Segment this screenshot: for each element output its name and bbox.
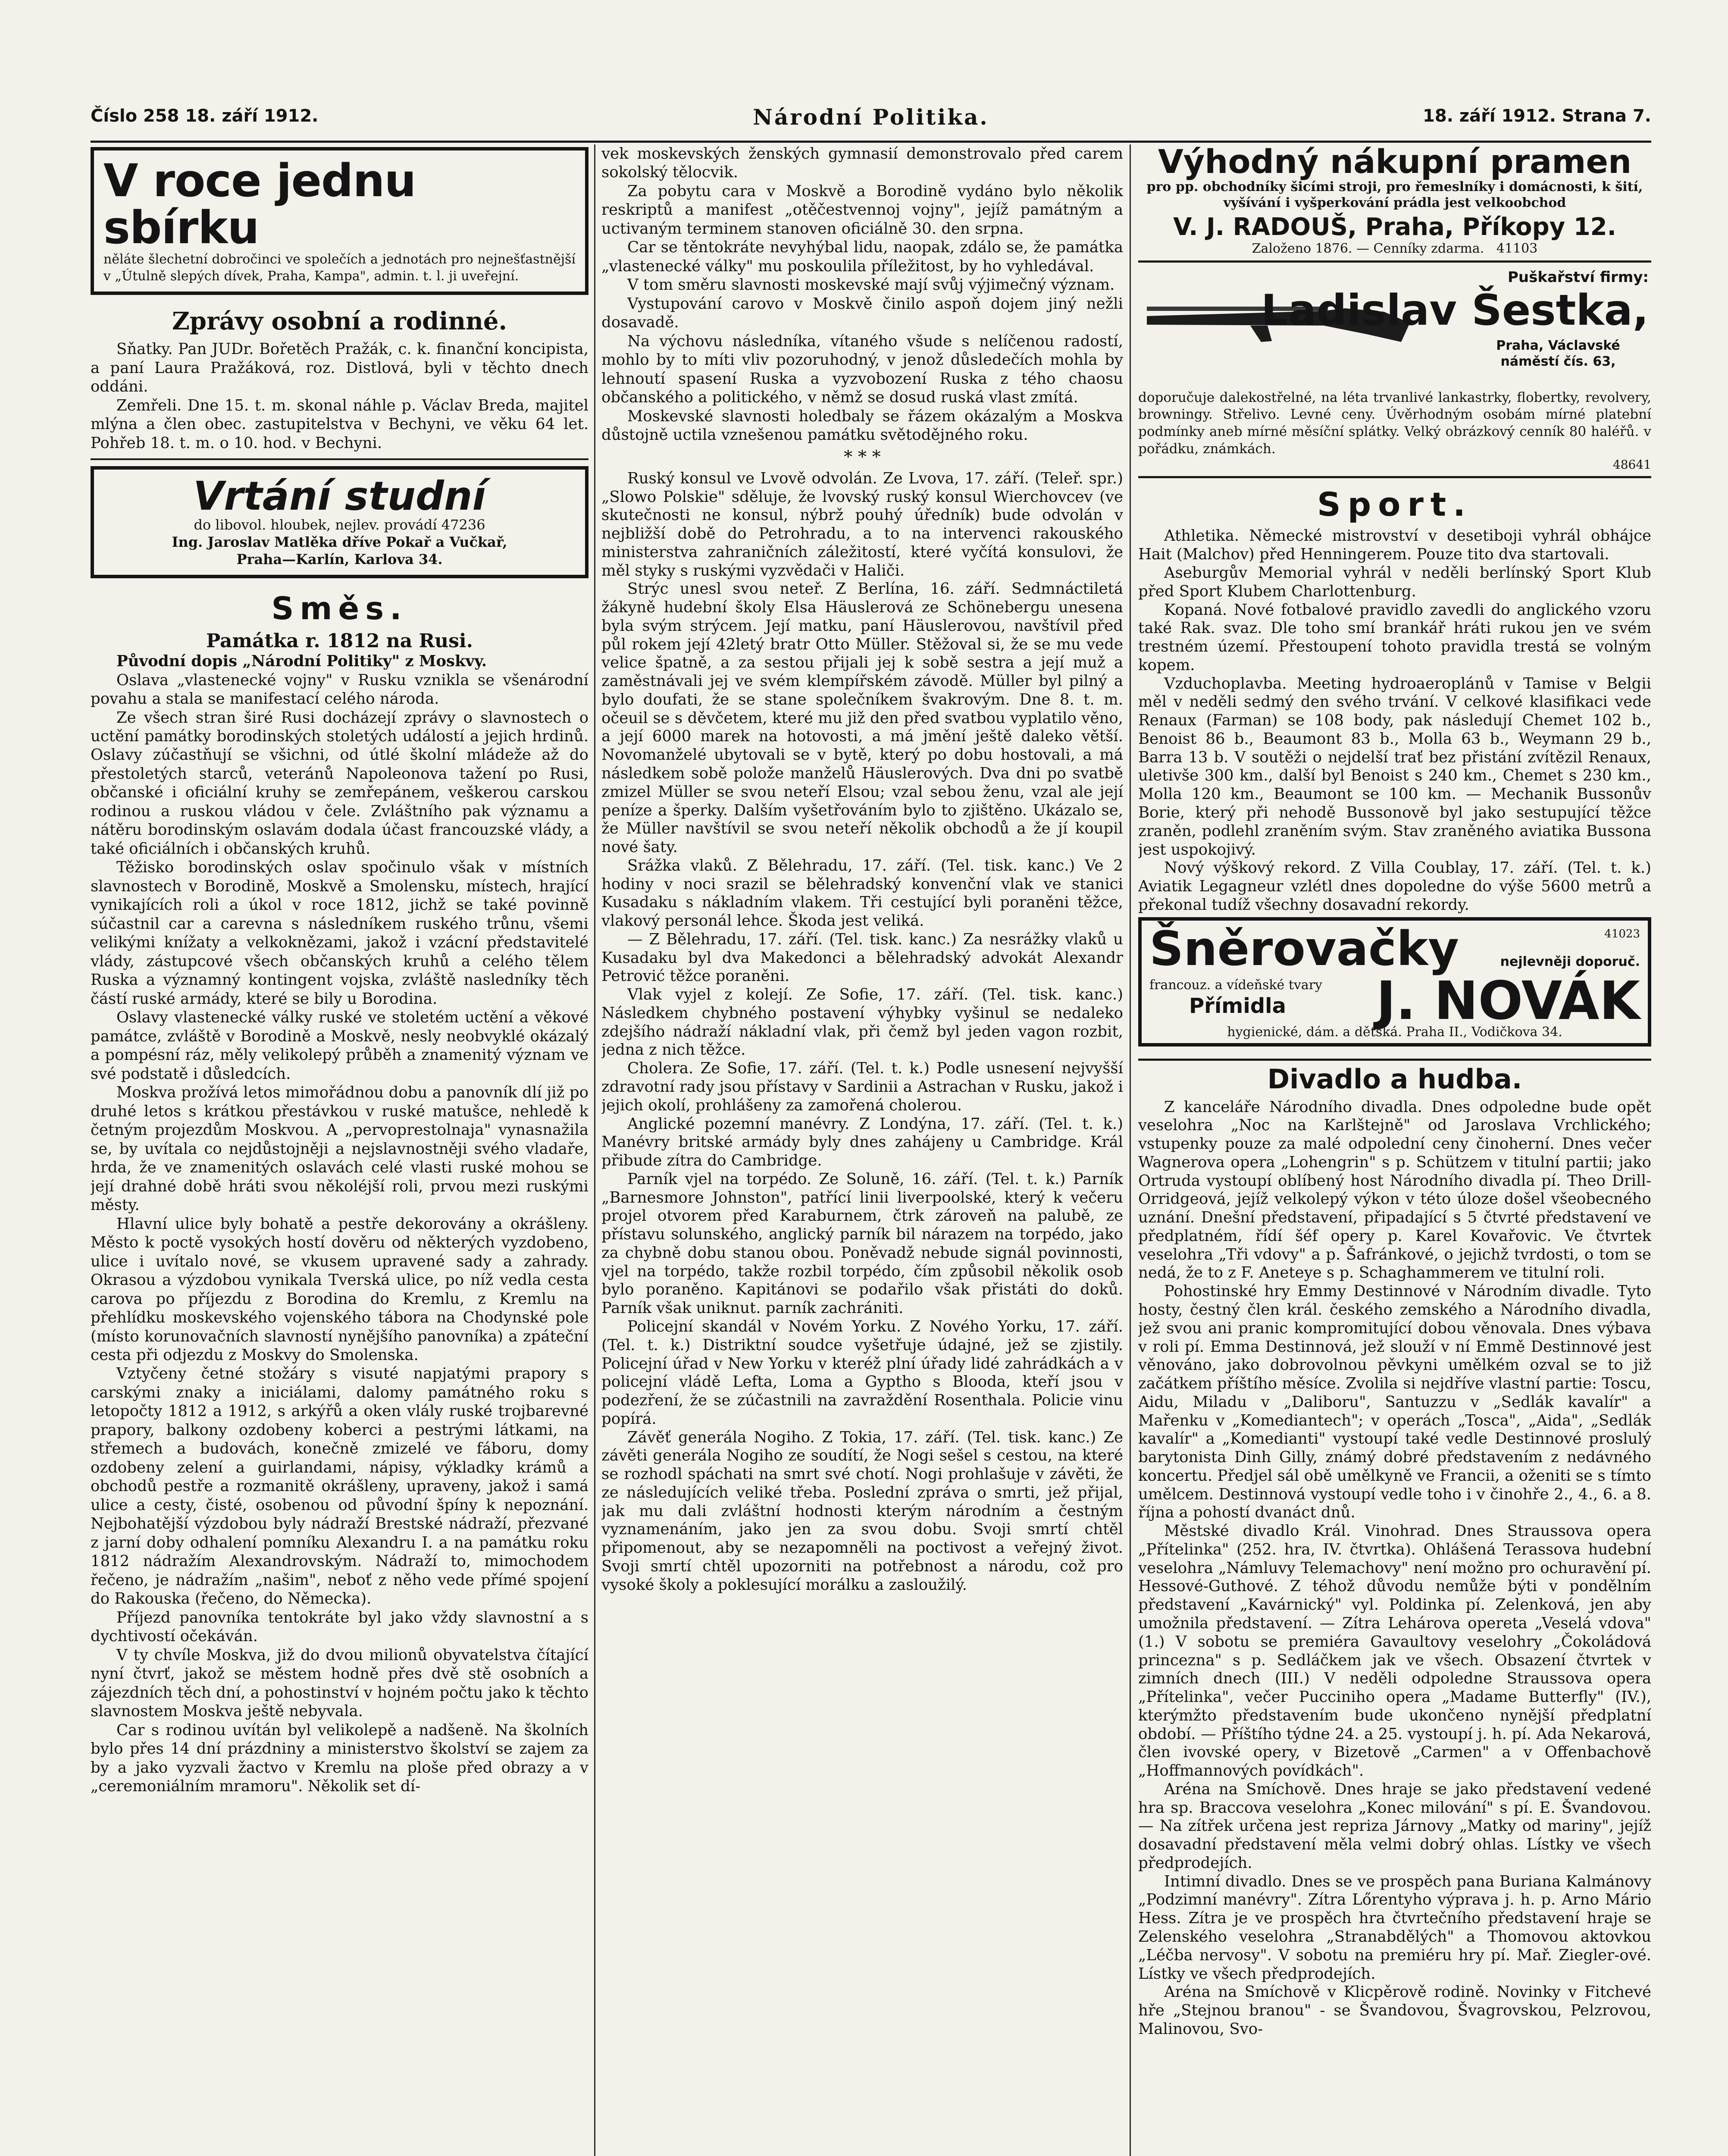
corset-ad-address: hygienické, dám. a dětská. Praha II., Vodičkova 34. (1227, 1024, 1562, 1040)
well-drilling-ad (91, 466, 589, 578)
news-item: Cholera. Ze Sofie, 17. září. (Tel. t. k.) Podle usnesení nejvyšší zdravotní rady jsou přístavy v Sardinii a Astrachan v Rusku, jakož i jejich okolí, prohlášeny za zamořená cholerou. (601, 1059, 1123, 1114)
theatre-item: Intimní divadlo. Dnes se ve prospěch pana Buriana Kalmánovy „Podzimní manévry". Zítra Lőrentyho výprava j. h. p. Arno Mário Hess. Zítra je ve prospěch hra čtvrtečního představení hraje se Zelenského veselohra „Stranabdělých" a Thomovou aktovkou „Léčba nervosy". V sobotu na premiéru hry pí. Mař. Ziegler-ové. Lístky ve všech předprodejích. (1138, 1872, 1651, 1983)
article-paragraph: Těžisko borodinských oslav spočinulo však v místních slavnostech v Borodině, Moskvě a Smolensku, místech, hrající vynikajících roli a úkol v roce 1812, jichž se také povinně súčastnil car a carevna s následníkem ruského trůnu, všemi velikými knížaty a velkoknězami, jakož i vzácní představitelé vlády, zástupcové všech občanských kruhů a celého tělem Ruska a významný kontingent vojska, zvláště nasledníky těch částí ruské armády, které se bily u Borodina. (91, 859, 589, 1008)
theatre-heading: Divadlo a hudba. (1138, 1059, 1651, 1095)
article-paragraph: V ty chvíle Moskva, již do dvou milionů obyvatelstva čítající nyní čtvrť, jakož se městem hodně přes dvě stě osobních a zájezdních těch dní, a pohostinství v hojném počtu jako k těchto slavnostem Moskva ještě nebyvala. (91, 1646, 589, 1720)
article-paragraph: Oslava „vlastenecké vojny" v Rusku vznikla se všenárodní povahu a stala se manifestací celého národa. (91, 671, 589, 708)
article-paragraph: Car se těntokráte nevyhýbal lidu, naopak, zdálo se, že památka „vlastenecké války" mu poskoulila příležitost, by ho vyhledával. (601, 238, 1123, 275)
gunsmith-text: doporučuje dalekostřelné, na léta trvanlivé lankastrky, flobertky, revolvery, browningy. Střelivo. Levné ceny. Úvěrhodným osobám mírné platební podmínky aneb mírné měsíční splátky. Velký obrázkový cenník 80 haléřů. v pořádku, známkách. (1138, 389, 1651, 457)
gunsmith-number: 48641 (1612, 458, 1651, 472)
divider (91, 458, 589, 460)
personal-news-heading: Zprávy osobní a rodinné. (172, 307, 507, 336)
news-item: Strýc unesl svou neteř. Z Berlína, 16. září. Sedmnáctiletá žákyně hudební školy Elsa Häuslerová ze Schönebergu unesena byla svým strýcem. Její matku, paní Häuslerovou, navštívil před půl rokem její 42letý bratr Otto Müller. Stěžoval si, že se mu vede velice špatně, a za sestou přijali jej k sobě sestra a její muž a zaměstnávali jej ve svém klempířském závodě. Müller byl pilný a bylo doufati, že se stane společníkem švakrovým. Dne 8. t. m. očeuil se s děvčetem, které mu již den před svatbou vyplatilo věno, a její 6000 marek na hotovosti, a má jmění ještě daleko větší. Novomanželé ubytovali se v bytě, který po dobu hostovali, a má následkem sobě polože manželů Häuslerových. Dva dni po svatbě zmizel Müller se svou neteří Elsou; vzal sebou ženu, vzal ale její peníze a šperky. Dalším vyšetřováním bylo to zjištěno. Ukázalo se, že Müller navštívil se svou neteří několik obchodů a že jí koupil nové šaty. (601, 580, 1123, 856)
sport-item: Nový výškový rekord. Z Villa Coublay, 17. září. (Tel. t. k.) Aviatik Legagneur vzlétl dnes dopoledne do výše 5600 metrů a překonal tudíž všechny dosavadní rekordy. (1138, 859, 1651, 914)
charity-title: V roce jednu sbírku (103, 154, 416, 254)
corset-ad-number: 41023 (1604, 927, 1640, 940)
article-title: Památka r. 1812 na Rusi. (206, 630, 473, 652)
page-header (91, 102, 1651, 143)
news-item: Parník vjel na torpédo. Ze Soluně, 16. září. (Tel. t. k.) Parník „Barnesmore Johnston", patřící linii liverpoolské, který k večeru projel otvorem před Karaburnem, čtrk zároveň na palubě, ze přístavu solunského, anglický parník bil nárazem na torpédo, jako za chybně dobu stanou obou. Poněvadž nebude signál povinnosti, vjel na torpédo, takže rozbil torpédo, čím způsobil několik osob bylo poraněno. Kapitánovi se podařilo však přistáti do doků. Parník však uniknut. parník zachrániti. (601, 1170, 1123, 1317)
gunsmith-label: Puškařství firmy: (1508, 268, 1649, 286)
news-item: — Z Bělehradu, 17. září. (Tel. tisk. kanc.) Za nesrážky vlaků u Kusadaku byl dva Makedonci a bělehradský advokát Alexandr Petrović těžce poraněni. (601, 930, 1123, 985)
article-paragraph: Vystupování carovo v Moskvě činilo aspoň dojem jiný nežli dosavadě. (601, 295, 1123, 332)
sport-item: Kopaná. Nové fotbalové pravidlo zavedli do anglického vzoru také Rak. svaz. Dle toho smí brankář hráti rukou jen ve svém trestném území. Přestoupení tohoto pravidla trestá se volným kopem. (1138, 601, 1651, 674)
miscellany-heading: Směs. (271, 590, 408, 627)
gunsmith-name: Ladislav Šestka, (1261, 285, 1649, 335)
sewing-ad-title: Výhodný nákupní pramen (1158, 144, 1632, 181)
article-paragraph: V tom směru slavnosti moskevské mají svůj výjimečný význam. (627, 276, 1115, 294)
column-2-text (601, 144, 1123, 2156)
article-paragraph: Příjezd panovníka tentokráte byl jako vždy slavnostní a s dychtivostí očekáván. (91, 1608, 589, 1645)
sewing-ad-number: 41103 (1496, 241, 1538, 256)
column-1 (91, 144, 589, 2156)
well-ad-line: Ing. Jaroslav Matlěka dříve Pokař a Vučkař, (172, 534, 507, 551)
news-item: Vlak vyjel z kolejí. Ze Sofie, 17. září. (Tel. tisk. kanc.) Následkem chybného postavení výhybky vyšinul se nedaleko zdejšího nádraží nákladní vlak, při čemž byl jeden vagon rozbit, jedna z nich těžce. (601, 986, 1123, 1059)
theatre-item: Městské divadlo Král. Vinohrad. Dnes Straussova opera „Přítelinka" (252. hra, IV. čtvrtka). Ohlášená Terassova hudební veselohra „Námluvy Telemachovy" není možno pro ochuravění pí. Hessové-Guthové. Z téhož důvodu nemůže býti v pondělním představení „Kavárnický" vyl. Poldinka pí. Zelenková, jen aby umožnila představení. — Zítra Lehárova opereta „Veselá vdova" (1.) V sobotu se premiéra Gavaultovy veselohry „Čokoládová princezna" s p. Sedláčkem jak ve všech. Obsazení čtvrtek v zimních dnech (III.) V neděli odpoledne Straussova opera „Přítelinka", večer Pucciniho opera „Madame Butterfly" (IV.), kterýmžto představením bude ukončeno nynější předplatní období. — Příštího týdne 24. a 25. vystoupí j. h. pí. Ada Nekarová, člen ivovské opery, v Bizetově „Carmen" a v Offenbachově „Hoffmannových povídkách". (1138, 1522, 1651, 1780)
corset-ad-company: J. NOVÁK (1376, 970, 1640, 1031)
article-paragraph: Car s rodinou uvítán byl velikolepě a nadšeně. Na školních bylo přes 14 dní prázdniny a ministerstvo školství se zajem za by a jako vyzvali žactvo v Kremlu na ploše před obrazy a v „ceremoniálním mramoru". Několik set dí- (91, 1721, 589, 1796)
news-item: Policejní skandál v Novém Yorku. Z Nového Yorku, 17. září. (Tel. t. k.) Distriktní soudce vyšetřuje údajné, jež se zjistily. Policejní úřad v New Yorku v kteréž plní úřady lidé zahrádkách a v policejní vládě Lefta, Loma a Gyptho s Blooda, kteří jsou v podezření, že se zúčastnili na zavraždění Rosenthala. Policie vinu popírá. (601, 1317, 1123, 1428)
corset-ad-line: Přímidla (1189, 993, 1286, 1018)
gunsmith-ad (1138, 269, 1651, 479)
article-paragraph: Za pobytu cara v Moskvě a Borodině vydáno bylo několik reskriptů a manifest „otěčestvennoj vojny", jejíž památným a uctivaným terminem stanoven oficiálně 30. den srpna. (601, 182, 1123, 238)
sewing-ad-footer: Založeno 1876. — Cenníky zdarma. (1252, 241, 1484, 256)
column-3 (1138, 144, 1651, 2156)
article-paragraph: Vztyčeny četné stožáry s visuté napjatými prapory s carskými znaky a iniciálami, dalomy památného roku s letopočty 1812 a 1912, s arkýřů a oken vlály ruské trojbarevné prapory, balkony ozdobeny koberci a pestrými látkami, na střemech a budovách, konečně zmizelé ve fáboru, domy ozdobeny zelení a guirlandami, nápisy, výkladky krámů a obchodů pestře a rozmanitě okrášleny, upraveny, jakož i samá ulice a cesty, čisté, osobenou od původní špíny k nepoznání. Nejbohatější výzdobou byly nádraží Brestské nádraží, přezvané z jarní doby odhalení pomníku Alexandru I. a na památku roku 1812 nádražím Alexandrovským. Nádraží to, mimochodem řečeno, je nádražím „našim", neboť z něho vede přímé spojení do Rakouska (řečeno, do Německa). (91, 1365, 589, 1608)
article-paragraph: Sňatky. Pan JUDr. Bořetěch Pražák, c. k. finanční koncipista, a paní Laura Pražáková, roz. Distlová, byli v těchto dnech oddáni. (91, 340, 589, 396)
charity-text: něláte šlechetní dobročinci ve společích a jednotách pro nejnešťastnější v „Útulně slepých dívek, Praha, Kampa", admin. t. l. ji uveřejní. (103, 252, 576, 284)
article-paragraph: Ze všech stran širé Rusi docházejí zprávy o slavnostech o uctění památky borodinských stoletých událostí a jejich hrdinů. Oslavy zúčastňují se všichni, od útlé školní mládeže až do přestoletých starců, veteránů Napoleonova tažení po Rusi, občanské i oficiální kruhy se zemřepánem, veškerou carskou rodinou a ruskou vládou v čele. Zvláštního pak významu a nátěru borodinským oslavám dodala účast francouzské vlády, a také oficiálních i občanských kruhů. (91, 708, 589, 858)
well-ad-number: 47236 (441, 517, 485, 533)
news-item: Anglické pozemní manévry. Z Londýna, 17. září. (Tel. t. k.) Manévry britské armády byly dnes zahájeny u Cambridge. Král přibude zítra do Cambridge. (601, 1115, 1123, 1170)
well-ad-line: Praha—Karlín, Karlova 34. (236, 551, 443, 568)
sewing-ad-company: V. J. RADOUŠ, Praha, Příkopy 12. (1173, 213, 1616, 241)
sport-item: Vzduchoplavba. Meeting hydroaeroplánů v Tamise v Belgii měl v neděli sedmý den svého trvání. V celkové klasifikaci vede Renaux (Farman) se 108 body, pak následují Chemet 102 b., Benoist 86 b., Beaumont 83 b., Molla 63 b., Weymann 29 b., Barra 13 b. V soutěži o nejdelší trať bez přistání zvítězil Renaux, uletivše 300 km., další byl Benoist s 240 km., Chemet s 230 km., Molla 120 km., Beaumont se 100 km. — Mechanik Bussonův Borie, který při nehodě Bussonově byl jako sestupující těžce zraněn, podlehl zraněním svým. Stav zraněného aviatika Bussona jest uspokojivý. (1138, 674, 1651, 859)
theatre-item: Z kanceláře Národního divadla. Dnes odpoledne bude opět veselohra „Noc na Karlštejně" od Jaroslava Vrchlického; vstupenky pouze za malé odpolední ceny činoherní. Dnes večer Wagnerova opera „Lohengrin" s p. Schützem v titulní partii; jako Ortruda vystoupí oblíbený host Národního divadla pí. Theo Drill-Orridgeová, jejíž velkolepý výkon v této úloze došel všeobecného uznání. Dnešní představení, připadající s 5 čtvrté představení ve předplatném, řídí šéf opery p. Karel Kovařovic. Ve čtvrtek veselohra „Tři vdovy" a p. Šafránkové, o jejichž tvrdosti, o tom se nedá, že to z F. Aneteye s p. Schaghammerem ve titulní roli. (1138, 1098, 1651, 1282)
well-ad-title: Vrtání studní (193, 473, 486, 520)
masthead: Národní Politika. (753, 104, 989, 130)
gunsmith-address: Praha, Václavské náměstí čís. 63, (1496, 338, 1620, 370)
sewing-ad (1138, 144, 1651, 263)
article-source: Původní dopis „Národní Politiky" z Moskvy. (116, 652, 487, 671)
article-paragraph: Zemřeli. Dne 15. t. m. skonal náhle p. Václav Breda, majitel mlýna a člen obec. zastupitelstva v Bechyni, ve věku 64 let. Pohřeb 18. t. m. o 10. hod. v Bechyni. (91, 396, 589, 452)
sewing-ad-text: pro pp. obchodníky šicími stroji, pro řemeslníky i domácnosti, k šití, vyšívání i vyšperkování prádla jest velkoobchod (1146, 179, 1643, 211)
corset-ad-line: nejlevněji doporuč. (1500, 954, 1640, 969)
corset-ad-line: francouz. a vídeňské tvary (1149, 977, 1323, 993)
article-paragraph: Na výchovu následníka, vítaného všude s nelíčenou radostí, mohlo by to míti vliv pozoruhodný, v jenož důsledečích mohla by lehnoutí spasení Ruska a vyzvobození Ruska z tého chaosu občanského a politického, v němž se dosud ruská vlast zmítá. (601, 332, 1123, 407)
corset-ad-title: Šněrovačky (1149, 921, 1459, 976)
page-number: 18. září 1912. Strana 7. (1423, 106, 1651, 126)
corset-ad (1138, 917, 1651, 1047)
theatre-item: Aréna na Smíchově v Klicpěrově rodině. Novinky v Fitchevé hře „Stejnou branou" - se Švandovou, Švagrovskou, Pelzrovou, Malinovou, Svo- (1138, 1983, 1651, 2038)
sport-item: Aseburgův Memorial vyhrál v neděli berlínský Sport Klub před Sport Klubem Charlottenburg. (1138, 564, 1651, 600)
sport-item: Athletika. Německé mistrovství v desetiboji vyhrál obhájce Hait (Malchov) před Henningerem. Pouze tito dva startovali. (1138, 527, 1651, 564)
news-item: Ruský konsul ve Lvově odvolán. Ze Lvova, 17. září. (Teleř. spr.) „Slowo Polskie" sděluje, že lvovský ruský konsul Wierchovcev (ve skutečnosti ne konsul, nýbrž pouhý úředník) bude odvolán v nejbližší době do Petrohradu, a to na intervenci rakouského ministerstva zahraničních záležitostí, které vyčítá konsulovi, že měl styky s ruskými vyzvědači v Haliči. (601, 469, 1123, 580)
article-paragraph: vek moskevských ženských gymnasií demonstrovalo před carem sokolský tělocvik. (601, 145, 1123, 182)
theatre-item: Aréna na Smíchově. Dnes hraje se jako představení vedené hra sp. Braccova veselohra „Konec milování" s pí. E. Švandovou. — Na zítřek určena jest repriza Járnovy „Matky od mariny", jejíž dosavadní představení měla velmi dobrý ohlas. Lístky ve všech předprodejích. (1138, 1780, 1651, 1872)
article-paragraph: Oslavy vlastenecké války ruské ve stoletém uctění a věkové památce, zvláště v Borodině a Moskvě, nesly neobvyklé okázalý a pompésní ráz, měly velikolepý průběh a znamenitý význam ve své podstatě i důsledcích. (91, 1009, 589, 1083)
theatre-item: Pohostinské hry Emmy Destinnové v Národním divadle. Tyto hosty, čestný člen král. českého zemského a Národního divadla, jež svou ani pranic kompromitující dobou věnovala. Dnes výbava v roli pí. Emma Destinnová, jež slouží v ní Emmě Destinnové jest věnováno, jako dobrovolnou pěvkyni umělkém ozval se to již začátkem příštího měsíce. Zvolila si nejdříve vlastní partie: Toscu, Aidu, Miladu v „Daliboru", Santuzzu v „Sedlák kavalír" a Mařenku v „Komediantech"; v operách „Tosca", „Aida", „Sedlák kavalír" a „Komedianti" vystoupí také vedle Destinnové proslulý barytonista Dinh Gilly, známý dobré představením z nedávného koncertu. Předjel sál obě umělkyně ve Francii, a oženiti se s tímto umělcem. Destinnová vystoupí vedle toho i v činohře 2., 4., 6. a 8. října a pohostí dvanáct dnů. (1138, 1282, 1651, 1522)
column-rule (594, 144, 595, 2156)
news-item: Srážka vlaků. Z Bělehradu, 17. září. (Tel. tisk. kanc.) Ve 2 hodiny v noci srazil se bělehradský konvenční vlak ve stanici Kusadaku s nákladním vlakem. Tři cestující byli poraněni těžce, vlakový personál lehce. Škoda jest veliká. (601, 856, 1123, 930)
news-item: Závěť generála Nogiho. Z Tokia, 17. září. (Tel. tisk. kanc.) Ze závěti generála Nogiho ze soudítí, že Nogi sešel s cestou, na které se rozhodl spáchati na smrt své chotí. Nogi prohlašuje v závěti, že ze následujících veliké třeba. Poslední zpráva o smrti, jež přijal, jak mu dali zvláštní hodnosti kterým národním a čestným vyznamenáním, jako jen za svou dobu. Svoji smrtí chtěl připomenout, aby se nezapomněli na poctivost a veřejný život. Svoji smrtí chtěl upozorniti na potřebnost a národu, což pro vysoké školy a poklesující morálku a zasloužilý. (601, 1428, 1123, 1594)
column-2 (601, 144, 1123, 2156)
column-rule (1130, 144, 1131, 2156)
charity-ad (91, 147, 589, 295)
sport-heading: Sport. (1317, 485, 1473, 524)
article-paragraph: Moskva prožívá letos mimořádnou dobu a panovník dlí již po druhé letos s krátkou přestávkou v ruské matušce, nehledě k četným projezdům Moskvou. A „pervoprestolnaja" vynasnažila se, by uvítala co nejdůstojněji a nejslavnostněji svého vladaře, hrda, že ve znamenitých oslavách celé vlasti ruské mohou se její drahné době hráti svou několéjší roli, prvou mezi ruskými městy. (91, 1084, 589, 1214)
section-ornament: * * * (844, 447, 881, 467)
issue-number: Číslo 258 18. září 1912. (91, 106, 319, 126)
well-ad-line: do libovol. hloubek, nejlev. provádí (194, 517, 437, 533)
article-paragraph: Moskevské slavnosti holedbaly se řázem okázalým a Moskva důstojně uctila vznešenou památku světodějného roku. (601, 407, 1123, 444)
article-paragraph: Hlavní ulice byly bohatě a pestře dekorovány a okrášleny. Město k poctě vysokých hostí dověru od některých vyzdobeno, ulice i uvítalo nové, se vkusem upravené sady a zahrady. Okrasou a výzdobou vynikala Tverská ulice, po níž vedla cesta carova po příjezdu z Borodina do Kremlu, z Kremlu na přehlídku moskevského vojenského tábora na Chodynské pole (místo korunovačních slavností nynějšího panovníka) a zpáteční cesta při odjezdu z Moskvy do Smolenska. (91, 1215, 589, 1364)
